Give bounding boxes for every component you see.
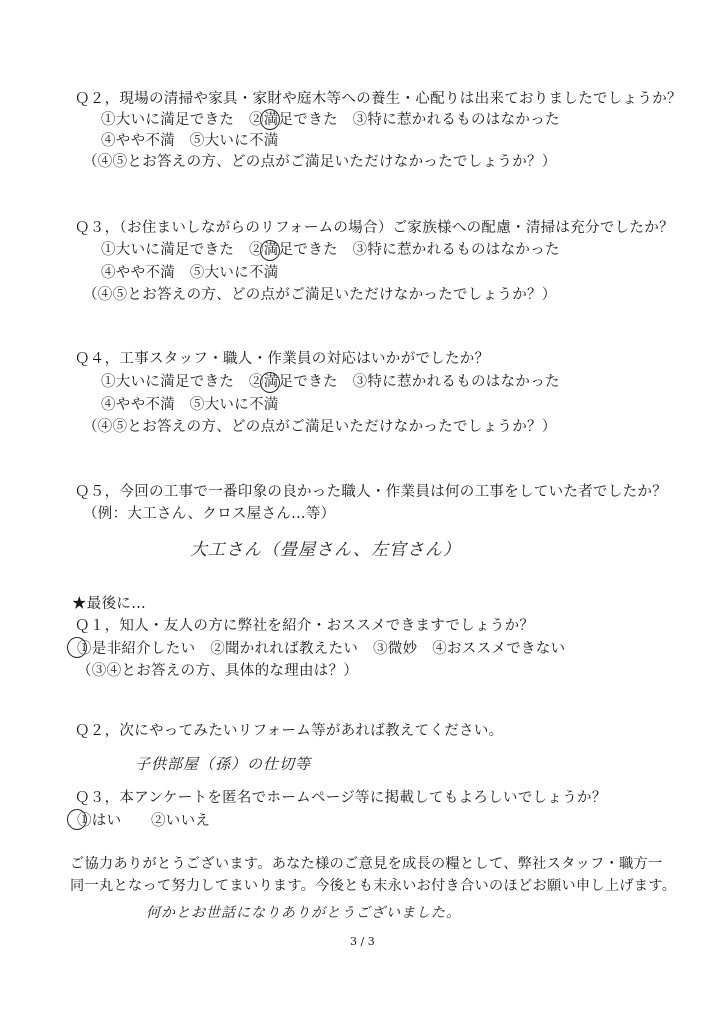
final-q3-question: Ｑ３，本アンケートを匿名でホームページ等に掲載してもよろしいでしょうか？ [75, 790, 607, 806]
q2-followup: （④⑤とお答えの方、どの点がご満足いただけなかったでしょうか？） [83, 154, 557, 170]
closing-handwritten-note: 何かとお世話になりありがとうございました。 [146, 905, 461, 921]
q4-options-row1: ①大いに満足できた ②満足できた ③特に惹かれるものはなかった [101, 374, 560, 390]
final-q1-followup: （③④とお答えの方、具体的な理由は？） [77, 663, 359, 679]
q3-followup: （④⑤とお答えの方、どの点がご満足いただけなかったでしょうか？） [83, 287, 557, 303]
q5-handwritten-answer: 大工さん（畳屋さん、左官さん） [190, 540, 462, 560]
final-q3-options: ①はい ②いいえ [77, 813, 211, 829]
final-q1-options: ①是非紹介したい ②聞かれれば教えたい ③微妙 ④おススメできない [77, 641, 566, 657]
q4-followup: （④⑤とお答えの方、どの点がご満足いただけなかったでしょうか？） [83, 419, 557, 435]
q2-options-row1: ①大いに満足できた ②満足できた ③特に惹かれるものはなかった [101, 112, 560, 128]
final-q3-selected-circle [67, 809, 87, 830]
q5-question: Ｑ５，今回の工事で一番印象の良かった職人・作業員は何の工事をしていた者でしたか？ [75, 484, 667, 500]
q4-selected-circle [260, 372, 280, 393]
q2-options-row2: ④やや不満 ⑤大いに不満 [101, 133, 279, 149]
q4-options-row2: ④やや不満 ⑤大いに不満 [101, 397, 279, 413]
q2-question: Ｑ２，現場の清掃や家具・家財や庭木等への養生・心配りは出来ておりましたでしょうか？ [75, 91, 682, 107]
q4-question: Ｑ４，工事スタッフ・職人・作業員の対応はいかがでしたか？ [75, 351, 490, 367]
q2-selected-circle [260, 109, 280, 130]
q3-question: Ｑ３，（お住まいしながらのリフォームの場合）ご家族様への配慮・清掃は充分でしたか？ [75, 220, 674, 236]
final-q1-selected-circle [67, 637, 87, 658]
q3-options-row2: ④やや不満 ⑤大いに不満 [101, 265, 279, 281]
final-q1-question: Ｑ１，知人・友人の方に弊社を紹介・おススメできますでしょうか？ [75, 618, 535, 634]
q3-options-row1: ①大いに満足できた ②満足できた ③特に惹かれるものはなかった [101, 242, 560, 258]
closing-line-2: 同一丸となって努力してまいります。今後とも末永いお付き合いのほどお願い申し上げます。 [70, 878, 677, 894]
final-q2-handwritten-answer: 子供部屋（孫）の仕切等 [135, 755, 312, 773]
q3-selected-circle [260, 240, 280, 261]
final-q2-question: Ｑ２，次にやってみたいリフォーム等があれば教えてください。 [75, 723, 504, 739]
closing-line-1: ご協力ありがとうございます。あなた様のご意見を成長の糧として、弊社スタッフ・職方一 [70, 856, 663, 872]
final-heading: ★最後に… [72, 596, 146, 612]
page-number: 3 / 3 [350, 935, 375, 948]
q5-example: （例：大工さん、クロス屋さん…等） [83, 506, 336, 522]
